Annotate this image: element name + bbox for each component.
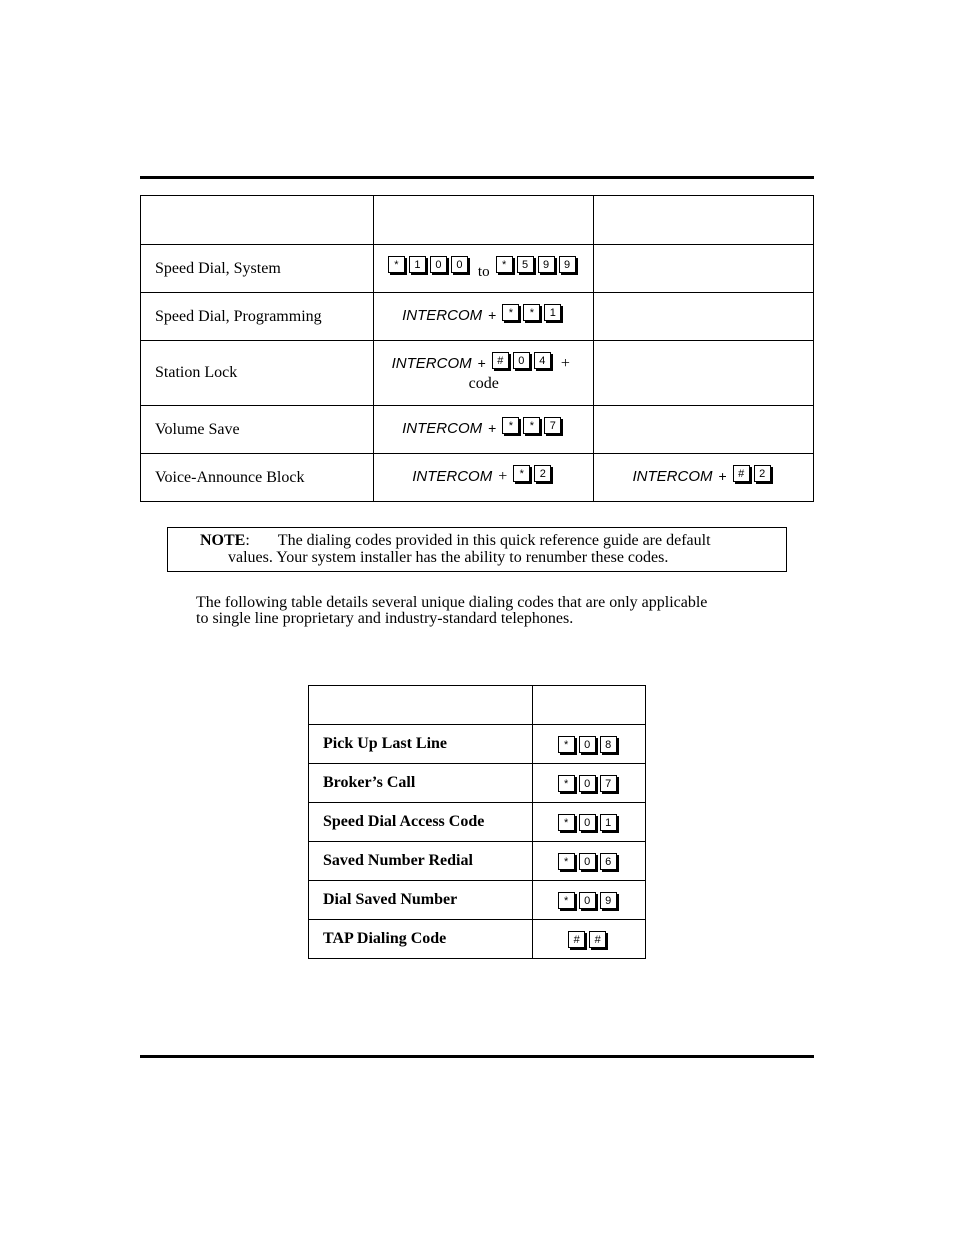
plus-sign: + — [477, 355, 486, 372]
feature-name: Speed Dial, System — [141, 245, 374, 293]
feature-name: Voice-Announce Block — [141, 454, 374, 502]
code-name: Broker’s Call — [309, 764, 533, 803]
table-row — [141, 406, 814, 454]
key-group — [496, 256, 580, 274]
intro-line-1: The following table details several unique dialing codes that are only applicable — [196, 594, 708, 611]
key-star-icon: * — [558, 853, 575, 870]
plus-sign: + — [498, 468, 508, 486]
intercom-key-label: INTERCOM — [402, 307, 483, 325]
key-star-icon: * — [502, 417, 519, 434]
feature-name: Speed Dial, Programming — [141, 293, 374, 341]
alt-code — [594, 341, 814, 406]
key-0-icon: 0 — [451, 256, 468, 273]
code-keys — [533, 725, 646, 764]
key-0-icon: 0 — [430, 256, 447, 273]
dial-code — [374, 341, 594, 406]
intercom-key-label: INTERCOM — [402, 420, 483, 438]
key-1-icon: 1 — [600, 814, 617, 831]
range-to-text: to — [477, 264, 490, 281]
key-7-icon: 7 — [600, 775, 617, 792]
key-star-icon: * — [558, 736, 575, 753]
plus-sign: + — [718, 468, 727, 485]
table-row — [141, 245, 814, 293]
key-group — [733, 465, 775, 483]
header-cell — [374, 196, 594, 245]
key-0-icon: 0 — [579, 736, 596, 753]
table-header-row — [309, 686, 646, 725]
table-row — [141, 293, 814, 341]
table-row — [309, 725, 646, 764]
note-box — [167, 527, 787, 572]
code-name: Speed Dial Access Code — [309, 803, 533, 842]
key-hash-icon: # — [733, 465, 750, 482]
key-star-icon: * — [502, 304, 519, 321]
key-0-icon: 0 — [579, 892, 596, 909]
note-line-1 — [200, 532, 711, 549]
key-6-icon: 6 — [600, 853, 617, 870]
key-group — [513, 465, 555, 483]
code-suffix: code — [468, 374, 499, 392]
key-star-icon: * — [513, 465, 530, 482]
key-0-icon: 0 — [513, 352, 530, 369]
dial-code — [374, 293, 594, 341]
intercom-key-label: INTERCOM — [632, 468, 713, 486]
note-label: NOTE — [200, 532, 246, 549]
code-name: Saved Number Redial — [309, 842, 533, 881]
table-row — [309, 842, 646, 881]
header-cell — [533, 686, 646, 725]
intercom-key-label: INTERCOM — [412, 468, 493, 486]
note-text-1: The dialing codes provided in this quick reference guide are default — [277, 532, 711, 549]
key-4-icon: 4 — [534, 352, 551, 369]
key-hash-icon: # — [589, 931, 606, 948]
code-keys — [533, 842, 646, 881]
key-hash-icon: # — [492, 352, 509, 369]
key-group — [492, 351, 555, 371]
key-group — [388, 256, 472, 274]
key-0-icon: 0 — [579, 814, 596, 831]
table-row — [309, 764, 646, 803]
key-group — [502, 304, 565, 322]
key-star-icon: * — [523, 417, 540, 434]
key-1-icon: 1 — [544, 304, 561, 321]
note-text-2: values. Your system installer has the ability to renumber these codes. — [228, 549, 669, 566]
key-star-icon: * — [558, 814, 575, 831]
table-row — [309, 920, 646, 959]
feature-name: Station Lock — [141, 341, 374, 406]
plus-sign: + — [560, 355, 570, 373]
intro-paragraph — [196, 595, 776, 627]
key-0-icon: 0 — [579, 853, 596, 870]
code-name: Pick Up Last Line — [309, 725, 533, 764]
header-cell — [309, 686, 533, 725]
key-9-icon: 9 — [538, 256, 555, 273]
table-row — [309, 881, 646, 920]
table-row — [141, 454, 814, 502]
table-header-row — [141, 196, 814, 245]
key-8-icon: 8 — [600, 736, 617, 753]
single-line-code-table — [308, 685, 646, 959]
code-name: Dial Saved Number — [309, 881, 533, 920]
key-star-icon: * — [558, 775, 575, 792]
table-row — [309, 803, 646, 842]
code-keys — [533, 920, 646, 959]
key-star-icon: * — [558, 892, 575, 909]
table-row — [141, 341, 814, 406]
key-9-icon: 9 — [559, 256, 576, 273]
intercom-key-label: INTERCOM — [391, 355, 472, 373]
code-keys — [533, 881, 646, 920]
code-keys — [533, 764, 646, 803]
dial-code — [374, 454, 594, 502]
key-star-icon: * — [388, 256, 405, 273]
alt-code — [594, 406, 814, 454]
code-keys — [533, 803, 646, 842]
plus-sign: + — [488, 420, 497, 437]
key-2-icon: 2 — [754, 465, 771, 482]
alt-code — [594, 454, 814, 502]
key-star-icon: * — [523, 304, 540, 321]
code-name: TAP Dialing Code — [309, 920, 533, 959]
key-7-icon: 7 — [544, 417, 561, 434]
dial-code — [374, 406, 594, 454]
intro-line-2: to single line proprietary and industry-standard telephones. — [196, 610, 574, 627]
key-1-icon: 1 — [409, 256, 426, 273]
key-0-icon: 0 — [579, 775, 596, 792]
header-cell — [594, 196, 814, 245]
note-colon: : — [245, 532, 250, 549]
top-rule — [140, 176, 814, 179]
key-5-icon: 5 — [517, 256, 534, 273]
header-cell — [141, 196, 374, 245]
bottom-rule — [140, 1055, 814, 1058]
key-9-icon: 9 — [600, 892, 617, 909]
key-star-icon: * — [496, 256, 513, 273]
alt-code — [594, 293, 814, 341]
key-hash-icon: # — [568, 931, 585, 948]
dial-code — [374, 245, 594, 293]
feature-name: Volume Save — [141, 406, 374, 454]
alt-code — [594, 245, 814, 293]
feature-code-table — [140, 195, 814, 502]
key-2-icon: 2 — [534, 465, 551, 482]
plus-sign: + — [488, 307, 497, 324]
key-group — [502, 417, 565, 435]
